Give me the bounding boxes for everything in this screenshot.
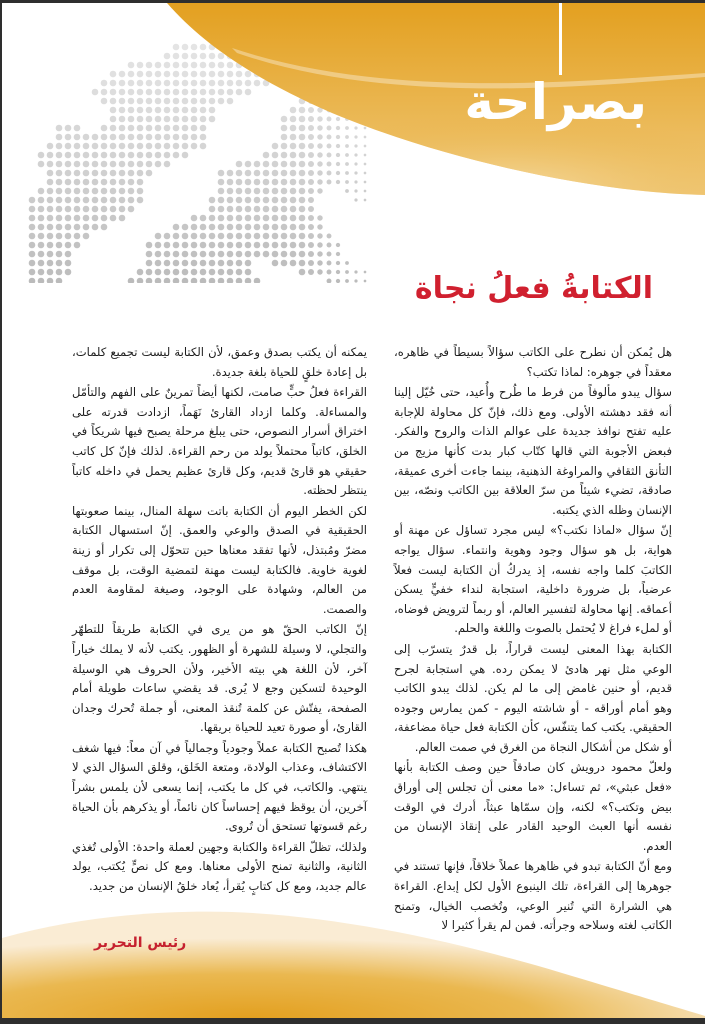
globe-dot bbox=[209, 269, 216, 276]
globe-dot bbox=[83, 233, 90, 240]
globe-dot bbox=[281, 206, 288, 213]
globe-dot bbox=[308, 242, 314, 248]
globe-dot bbox=[336, 261, 340, 265]
article-column-left bbox=[72, 343, 367, 898]
bottom-orange-swoosh bbox=[2, 888, 705, 1018]
globe-dot bbox=[191, 278, 198, 283]
globe-dot bbox=[299, 233, 306, 240]
globe-dot bbox=[327, 243, 332, 248]
globe-dot bbox=[155, 260, 162, 267]
globe-dot bbox=[227, 215, 234, 222]
globe-dot bbox=[173, 242, 180, 249]
globe-dot bbox=[290, 206, 297, 213]
globe-dot bbox=[308, 251, 314, 257]
globe-dot bbox=[191, 233, 198, 240]
globe-dot bbox=[200, 224, 207, 231]
globe-dot bbox=[299, 269, 306, 276]
globe-dot bbox=[317, 215, 322, 220]
globe-dot bbox=[173, 260, 180, 267]
globe-dot bbox=[263, 224, 270, 231]
globe-dot bbox=[236, 278, 243, 283]
globe-dot bbox=[38, 206, 45, 213]
globe-dot bbox=[164, 260, 171, 267]
globe-dot bbox=[317, 269, 322, 274]
globe-dot bbox=[29, 206, 36, 213]
globe-dot bbox=[200, 269, 207, 276]
globe-dot bbox=[290, 233, 297, 240]
globe-dot bbox=[182, 251, 189, 258]
globe-dot bbox=[155, 233, 162, 240]
globe-dot bbox=[272, 260, 279, 267]
globe-dot bbox=[317, 224, 322, 229]
globe-dot bbox=[182, 224, 189, 231]
section-title: بصراحة bbox=[464, 73, 647, 131]
globe-dot bbox=[200, 260, 207, 267]
globe-dot bbox=[173, 278, 180, 283]
globe-dot bbox=[191, 242, 198, 249]
globe-dot bbox=[29, 224, 36, 231]
globe-dot bbox=[218, 233, 225, 240]
globe-dot bbox=[209, 215, 216, 222]
paragraph: إنّ الكاتب الحقّ هو من يرى في الكتابة طريقاً للتطهّر والتجلي، لا وسيلة للشهرة أو الظهور. يكتب لأنه لا يملك خياراً آخر، لأن اللغة هي بيته الأخير، ولأن الحروف هي الوسيلة الوحيدة لتسكين وجع لا يُرى. قد يقضي ساعات طويلة أمام الصفحة، يفتّش عن كلمة تُنقذ المعنى، أو جملة تُحرك وجدان القارئ، أو صورة تعيد للحياة بريقها. bbox=[72, 622, 367, 735]
globe-dot bbox=[245, 242, 252, 249]
globe-dot bbox=[299, 260, 306, 267]
globe-dot bbox=[236, 206, 243, 213]
globe-dot bbox=[272, 215, 279, 222]
globe-dot bbox=[146, 278, 153, 283]
paragraph: ومع أنّ الكتابة تبدو في ظاهرها عملاً خلاقاً، فإنها تستند في جوهرها إلى القراءة، تلك الينبوع الأول لكل إبداع. القراءة هي الشرارة التي تُنير الوعي، وتُخصب الخيال، وتمنح الكاتب لغته وسلاحه وجرأته. فمن لم يقرأ كثيرا لا bbox=[394, 859, 672, 933]
globe-dot bbox=[38, 260, 45, 267]
globe-dot bbox=[146, 269, 153, 276]
globe-dot bbox=[200, 278, 207, 283]
globe-dot bbox=[110, 206, 117, 213]
globe-dot bbox=[299, 251, 306, 258]
globe-dot bbox=[83, 206, 90, 213]
globe-dot bbox=[317, 233, 322, 238]
globe-dot bbox=[263, 206, 270, 213]
globe-dot bbox=[191, 260, 198, 267]
globe-dot bbox=[56, 224, 63, 231]
globe-dot bbox=[56, 242, 63, 249]
globe-dot bbox=[182, 278, 189, 283]
globe-dot bbox=[317, 251, 322, 256]
globe-dot bbox=[200, 251, 207, 258]
globe-dot bbox=[146, 242, 153, 249]
globe-dot bbox=[345, 270, 349, 274]
globe-dot bbox=[317, 242, 322, 247]
globe-dot bbox=[74, 215, 81, 222]
globe-dot bbox=[290, 224, 297, 231]
globe-dot bbox=[327, 279, 332, 283]
globe-dot bbox=[47, 251, 54, 258]
globe-dot bbox=[38, 242, 45, 249]
globe-dot bbox=[155, 242, 162, 249]
globe-dot bbox=[227, 206, 234, 213]
globe-dot bbox=[29, 242, 36, 249]
globe-dot bbox=[191, 215, 198, 222]
globe-dot bbox=[227, 251, 234, 258]
globe-dot bbox=[227, 224, 234, 231]
globe-dot bbox=[119, 206, 126, 213]
globe-dot bbox=[74, 233, 81, 240]
globe-dot bbox=[317, 260, 322, 265]
globe-dot bbox=[245, 233, 252, 240]
globe-dot bbox=[254, 224, 261, 231]
globe-dot bbox=[173, 269, 180, 276]
globe-dot bbox=[263, 242, 270, 249]
globe-dot bbox=[29, 278, 36, 283]
globe-dot bbox=[56, 278, 63, 283]
globe-dot bbox=[92, 206, 99, 213]
globe-dot bbox=[245, 251, 252, 258]
globe-dot bbox=[245, 206, 252, 213]
globe-dot bbox=[191, 251, 198, 258]
globe-dot bbox=[227, 278, 234, 283]
globe-dot bbox=[272, 242, 279, 249]
globe-dot bbox=[245, 260, 252, 267]
globe-dot bbox=[218, 242, 225, 249]
globe-dot bbox=[173, 251, 180, 258]
globe-dot bbox=[218, 251, 225, 258]
globe-dot bbox=[74, 242, 81, 249]
globe-dot bbox=[236, 269, 243, 276]
globe-dot bbox=[336, 243, 340, 247]
globe-dot bbox=[191, 224, 198, 231]
globe-dot bbox=[38, 269, 45, 276]
globe-dot bbox=[155, 278, 162, 283]
paragraph: سؤال يبدو مألوفاً من فرط ما طُرح وأُعيد، حتى خُيّل إلينا أنه فقد دهشته الأولى. ومع ذلك، فإنّ كل محاولة للإجابة عليه تفتح نوافذ جديدة على عوالم الذات والروح والفكر. فبعض الأجوبة التي قالها كتّاب كبار بدت كأنها مزيج من التأنق الثقافي والمراوغة الذهنية، بينما جاءت أخرى عميقة، صادقة، تضيء شيئاً من سرّ العلاقة بين الكاتب ونصّه، بين الإنسان وظله الذي يكتبه. bbox=[394, 385, 672, 517]
globe-dot bbox=[364, 280, 367, 283]
globe-dot bbox=[308, 206, 314, 212]
globe-dot bbox=[137, 278, 144, 283]
globe-dot bbox=[65, 215, 72, 222]
globe-dot bbox=[128, 206, 135, 213]
globe-dot bbox=[209, 224, 216, 231]
globe-dot bbox=[308, 269, 314, 275]
globe-dot bbox=[209, 278, 216, 283]
globe-dot bbox=[218, 224, 225, 231]
globe-dot bbox=[290, 260, 297, 267]
globe-dot bbox=[92, 224, 99, 231]
globe-dot bbox=[191, 269, 198, 276]
globe-dot bbox=[29, 215, 36, 222]
globe-dot bbox=[245, 215, 252, 222]
globe-dot bbox=[254, 242, 261, 249]
globe-dot bbox=[56, 206, 63, 213]
globe-dot bbox=[74, 224, 81, 231]
globe-dot bbox=[299, 206, 306, 213]
globe-dot bbox=[254, 215, 261, 222]
globe-dot bbox=[47, 278, 54, 283]
globe-dot bbox=[272, 233, 279, 240]
globe-dot bbox=[218, 206, 225, 213]
paragraph: لكن الخطر اليوم أن الكتابة باتت سهلة المنال، بينما صعوبتها الحقيقية في الصدق والوعي والعمق. إنّ استسهال الكتابة مضرّ ومُبتذل، لأنها تفقد معناها حين تتحوّل إلى تكرار أو زينة لغوية خاوية. فالكتابة ليست مهنة لتمضية الوقت، بل موقف من العالم، وشهادة على الوجود، وصيغة لمقاومة العدم والصمت. bbox=[72, 503, 367, 616]
paragraph: هل يُمكن أن نطرح على الكاتب سؤالاً بسيطاً في ظاهره، معقداً في جوهره: لماذا تكتب؟ bbox=[394, 345, 672, 379]
globe-dot bbox=[254, 233, 261, 240]
globe-dot bbox=[290, 251, 297, 258]
paragraph: هكذا تُصبح الكتابة عملاً وجودياً وجمالياً في آن معاً: فيها شغف الاكتشاف، وعذاب الولادة، ومتعة الخَلق، وقلق السؤال الذي لا ينتهي. والكاتب، في كل ما يكتب، إنما يسعى لأن يلمس بشراً آخرين، أن يوقظ فيهم إحساساً كان نائماً، أو يذكرهم بأن الحياة رغم قسوتها تستحق أن تُروى. bbox=[72, 740, 367, 834]
globe-dot bbox=[182, 242, 189, 249]
globe-dot bbox=[281, 251, 288, 258]
globe-dot bbox=[263, 233, 270, 240]
globe-dot bbox=[83, 215, 90, 222]
globe-dot bbox=[281, 215, 288, 222]
globe-dot bbox=[56, 269, 63, 276]
globe-dot bbox=[254, 251, 261, 258]
globe-dot bbox=[336, 279, 340, 283]
globe-dot bbox=[308, 233, 314, 239]
globe-dot bbox=[47, 242, 54, 249]
title-divider-line bbox=[559, 3, 562, 75]
globe-dot bbox=[281, 233, 288, 240]
globe-dot bbox=[272, 251, 279, 258]
globe-dot bbox=[101, 206, 108, 213]
globe-dot bbox=[236, 224, 243, 231]
paragraph: يمكنه أن يكتب بصدق وعمق، لأن الكتابة ليست تجميع كلمات، بل إعادة خلقٍ للحياة بلغة جديدة. bbox=[72, 345, 367, 379]
globe-dot bbox=[137, 269, 144, 276]
globe-dot bbox=[218, 269, 225, 276]
globe-dot bbox=[65, 206, 72, 213]
globe-dot bbox=[101, 215, 108, 222]
globe-dot bbox=[74, 206, 81, 213]
paragraph: ولعلّ محمود درويش كان صادقاً حين وصف الكتابة بأنها «فعل عبثي»، ثم تساءل: «ما معنى أن تجلس إلى أوراق بيض وتكتب؟» لكنه، وإن سمّاها عبثاً، أدرك في الوقت نفسه أنها العبث الوحيد القادر على إنقاذ الإنسان من العدم. bbox=[394, 760, 672, 853]
globe-dot bbox=[164, 242, 171, 249]
globe-dot bbox=[65, 251, 72, 258]
globe-dot bbox=[227, 242, 234, 249]
globe-dot bbox=[173, 233, 180, 240]
globe-dot bbox=[29, 260, 36, 267]
globe-dot bbox=[236, 233, 243, 240]
globe-dot bbox=[336, 270, 340, 274]
article-title: الكتابةُ فعلُ نجاة bbox=[414, 271, 653, 306]
globe-dot bbox=[164, 269, 171, 276]
globe-dot bbox=[47, 233, 54, 240]
globe-dot bbox=[128, 278, 135, 283]
globe-dot bbox=[29, 269, 36, 276]
globe-dot bbox=[38, 251, 45, 258]
globe-dot bbox=[245, 269, 252, 276]
globe-dot bbox=[299, 215, 306, 222]
globe-dot bbox=[164, 251, 171, 258]
globe-dot bbox=[173, 224, 180, 231]
globe-dot bbox=[38, 215, 45, 222]
globe-dot bbox=[65, 269, 72, 276]
globe-dot bbox=[290, 242, 297, 249]
globe-dot bbox=[209, 233, 216, 240]
globe-dot bbox=[29, 233, 36, 240]
globe-dot bbox=[254, 278, 261, 283]
globe-dot bbox=[236, 251, 243, 258]
globe-dot bbox=[146, 260, 153, 267]
globe-dot bbox=[200, 242, 207, 249]
globe-dot bbox=[164, 278, 171, 283]
paragraph: الكتابة بهذا المعنى ليست قراراً، بل قدرٌ يتسرّب إلى الوعي مثل نهر هادئ لا يمكن رده. هي استجابة لجرح قديم، أو حنين غامض إلى ما لم يكن. لذلك يبدو الكاتب وهو أمام أوراقه - أو شاشته اليوم - كمن يمارس وجوده الحقيقي. يكتب كما يتنفّس، كأن الكتابة فعل حياة مضاعفة، أو شكل من أشكال النجاة من الغرق في صمت العالم. bbox=[394, 641, 672, 754]
globe-dot bbox=[209, 242, 216, 249]
globe-dot bbox=[38, 278, 45, 283]
globe-dot bbox=[119, 215, 126, 222]
globe-dot bbox=[245, 278, 252, 283]
globe-dot bbox=[281, 224, 288, 231]
globe-dot bbox=[308, 224, 314, 230]
globe-dot bbox=[29, 251, 36, 258]
globe-dot bbox=[227, 269, 234, 276]
globe-dot bbox=[38, 233, 45, 240]
globe-dot bbox=[327, 261, 332, 266]
globe-dot bbox=[101, 224, 108, 231]
globe-dot bbox=[345, 279, 349, 283]
globe-dot bbox=[336, 252, 340, 256]
globe-dot bbox=[218, 278, 225, 283]
globe-dot bbox=[227, 233, 234, 240]
globe-dot bbox=[65, 224, 72, 231]
globe-dot bbox=[272, 206, 279, 213]
globe-dot bbox=[182, 260, 189, 267]
globe-dot bbox=[56, 215, 63, 222]
paragraph: إنّ سؤال «لماذا نكتب؟» ليس مجرد تساؤل عن مهنة أو هواية، بل هو سؤال وجود وهوية وانتماء. سؤال يواجه الكاتبَ كلما واجه نفسه، إذ يدركُ أن الكتابة ليست فعلاً عرضياً، بل ضرورة داخلية، استجابة لنداء خفيٍّ يسكن أعماقه. إنها محاولة لتفسير العالم، أو ربماً لترويض فوضاه، أو لملء فراغ لا يُحتمل بالصوت واللغة والحلم. bbox=[394, 523, 672, 636]
globe-dot bbox=[56, 233, 63, 240]
globe-dot bbox=[227, 260, 234, 267]
globe-dot bbox=[182, 269, 189, 276]
globe-dot bbox=[146, 251, 153, 258]
globe-dot bbox=[155, 269, 162, 276]
globe-dot bbox=[327, 234, 332, 239]
globe-dot bbox=[209, 251, 216, 258]
globe-dot bbox=[327, 252, 332, 257]
globe-dot bbox=[56, 251, 63, 258]
globe-dot bbox=[281, 242, 288, 249]
globe-dot bbox=[245, 224, 252, 231]
globe-dot bbox=[47, 215, 54, 222]
magazine-page bbox=[2, 3, 705, 1018]
globe-dot bbox=[209, 206, 216, 213]
globe-dot bbox=[47, 206, 54, 213]
globe-dot bbox=[272, 224, 279, 231]
globe-dot bbox=[47, 224, 54, 231]
globe-dot bbox=[354, 279, 357, 282]
globe-dot bbox=[164, 233, 171, 240]
globe-dot bbox=[236, 260, 243, 267]
globe-dot bbox=[155, 251, 162, 258]
globe-dot bbox=[200, 215, 207, 222]
paragraph: القراءة فعلُ حبٍّ صامت، لكنها أيضاً تمرينٌ على الفهم والتأمّل والمساءلة. وكلما ازداد القارئ نَهَماً، ازدادت قدرته على اختراق أسرار النصوص، حتى يبلغ مرحلة يصبح فيها شريكاً في الخلق، كاتباً محتملاً يولد من رحم القراءة. لذلك فإنّ كل كاتب حقيقي هو قارئ قديم، وكل قارئ عظيم يحمل في داخله كاتباً ينتظر لحظته. bbox=[72, 385, 367, 498]
globe-dot bbox=[308, 260, 314, 266]
globe-dot bbox=[38, 224, 45, 231]
globe-dot bbox=[56, 260, 63, 267]
globe-dot bbox=[354, 270, 357, 273]
globe-dot bbox=[263, 251, 270, 258]
globe-dot bbox=[65, 233, 72, 240]
globe-dot bbox=[92, 215, 99, 222]
globe-dot bbox=[47, 260, 54, 267]
globe-dot bbox=[110, 215, 117, 222]
globe-dot bbox=[182, 233, 189, 240]
globe-dot bbox=[236, 242, 243, 249]
paragraph: ولذلك، تظلّ القراءة والكتابة وجهين لعملة واحدة: الأولى تُغذي الثانية، والثانية تمنح الأولى معناها. ومع كل نصٍّ يُكتب، يولد عالم جديد، ومع كل كتابٍ يُقرأ، يُعاد خلقُ الإنسان من جديد. bbox=[72, 839, 367, 894]
globe-dot bbox=[200, 233, 207, 240]
globe-dot bbox=[263, 215, 270, 222]
globe-dot bbox=[236, 215, 243, 222]
globe-dot bbox=[364, 271, 367, 274]
editor-signature: رئيس التحرير bbox=[94, 935, 187, 951]
globe-dot bbox=[281, 260, 288, 267]
globe-dot bbox=[209, 260, 216, 267]
globe-dot bbox=[290, 215, 297, 222]
globe-dot bbox=[345, 261, 349, 265]
globe-dot bbox=[83, 224, 90, 231]
globe-dot bbox=[65, 242, 72, 249]
globe-dot bbox=[254, 206, 261, 213]
globe-dot bbox=[327, 270, 332, 275]
globe-dot bbox=[299, 242, 306, 249]
article-column-right bbox=[394, 343, 672, 937]
globe-dot bbox=[299, 224, 306, 231]
globe-dot bbox=[47, 269, 54, 276]
globe-dot bbox=[308, 215, 314, 221]
globe-dot bbox=[65, 260, 72, 267]
globe-dot bbox=[218, 260, 225, 267]
globe-dot bbox=[218, 215, 225, 222]
